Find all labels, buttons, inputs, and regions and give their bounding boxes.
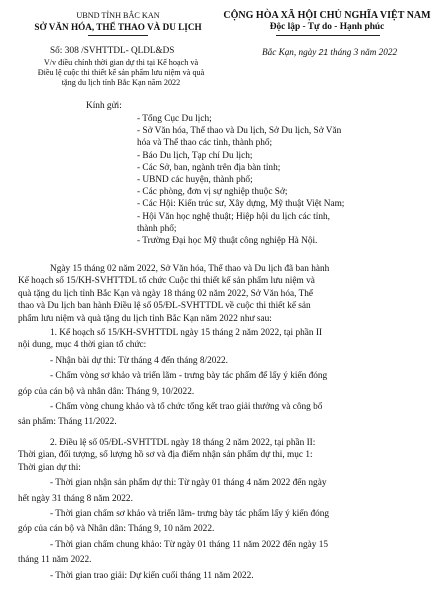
issuer-underline [88,35,148,36]
section-2-heading: 2. Điều lệ số 05/ĐL-SVHTTDL ngày 18 tháng 2 năm 2022, tại phần II: [50,438,316,448]
paragraph-line: Kế hoạch số 15/KH-SVHTTDL tổ chức Cuộc thi thiết kế sản phẩm lưu niệm và [18,276,315,287]
recipient-item: hóa và Thể thao các tỉnh, thành phố; [137,138,273,149]
paragraph-line: phẩm lưu niệm và quà tặng du lịch tỉnh Bắc Kạn năm 2022 như sau: [18,313,272,324]
section-2-point-b: - Thời gian chấm sơ khảo và triển lãm- trưng bày tác phẩm lấy ý kiến đóng [50,509,330,520]
subject-line-2: Điều lệ cuộc thi thiết kế sản phẩm lưu niệm và quà [37,68,205,77]
recipient-item: - Các Hội: Kiến trúc sư, Xây dựng, Mỹ thuật Việt Nam; [137,199,345,210]
recipient-item: - Hội Văn học nghệ thuật; Hiệp hội du lịch các tỉnh, [137,211,330,222]
section-1-point-c: - Chấm vòng chung khảo và tổ chức tổng kết trao giải thưởng và công bố [50,402,323,413]
intro-paragraph [18,263,329,325]
subject-line-3: tặng du lịch tỉnh Bắc Kạn năm 2022 [61,78,181,87]
greeting: Kính gửi: [86,101,122,111]
date-suffix: tháng 3 năm 2022 [330,47,398,57]
section-1 [18,327,327,429]
document-number [50,45,174,56]
recipient-item: - Các phòng, đơn vị sự nghiệp thuộc Sở; [137,187,288,198]
section-1-point-a: - Nhận bài dự thi: Từ tháng 4 đến tháng 8/2022. [50,355,228,366]
section-2-point-b-cont: góp của cán bộ và Nhân dân: Tháng 9, 10 năm 2022. [18,524,215,535]
recipient-item: - Trường Đại học Mỹ thuật công nghiệp Hà Nội. [137,236,318,247]
recipient-item: thành phố; [137,223,177,234]
number-prefix: Số: [50,45,63,55]
issuer-department: SỞ VĂN HÓA, THỂ THAO VÀ DU LỊCH [34,22,202,32]
section-2 [18,437,329,582]
section-1-point-b-cont: góp của cán bộ và nhân dân: Tháng 9, 10/2022. [18,386,195,397]
section-2-point-c: - Thời gian chấm chung khảo: Từ ngày 01 tháng 11 năm 2022 đến ngày 15 [50,539,329,550]
paragraph-line: quà tặng du lịch tỉnh Bắc Kạn và ngày 18 tháng 02 năm 2022, Sở Văn hóa, Thể [18,288,314,299]
section-1-heading: 1. Kế hoạch số 15/KH-SVHTTDL ngày 15 tháng 2 năm 2022, tại phần II [50,328,323,338]
section-1-point-c-cont: sản phẩm: Tháng 11/2022. [18,417,117,428]
section-2-point-d: - Thời gian trao giải: Dự kiến cuối tháng 11 năm 2022. [50,570,254,581]
section-2-point-c-cont: tháng 11 năm 2022. [18,555,92,566]
recipient-item: - Báo Du lịch, Tạp chí Du lịch; [137,150,253,161]
recipient-item: - UBND các huyện, thành phố; [137,175,253,186]
issuer-province: UBND TỈNH BẮC KAN [76,11,160,20]
recipient-list [137,113,344,247]
recipient-item: - Sở Văn hóa, Thể thao và Du lịch, Sở Du lịch, Sở Văn [137,126,342,137]
motto-underline [276,35,380,36]
date-day: 21 [318,47,329,57]
number-value: 308 [64,45,79,56]
section-2-point-a: - Thời gian nhận sản phẩm dự thi: Từ ngày 01 tháng 4 năm 2022 đến ngày [50,478,327,489]
section-1-heading-cont: nội dung, mục 4 thời gian tổ chức: [18,340,147,351]
subject-line-1: V/v điều chỉnh thời gian dự thi tại Kế hoạch và [43,58,199,67]
section-2-point-a-cont: hết ngày 31 tháng 8 năm 2022. [18,493,133,504]
section-1-point-b: - Chấm vòng sơ khảo và triển lãm - trưng bày tác phẩm để lấy ý kiến đóng [50,371,328,382]
issue-date [262,47,397,57]
paragraph-line: thao và Du lịch ban hành Điều lệ số 05/ĐL-SVHTTDL về cuộc thi thiết kế sản [18,301,311,312]
recipient-item: - Tổng Cục Du lịch; [137,114,212,124]
national-title: CỘNG HÒA XÃ HỘI CHỦ NGHĨA VIỆT NAM [223,10,431,21]
section-2-heading-cont: Thời gian dự thi: [18,462,81,473]
recipient-item: - Các Sở, ban, ngành trên địa bàn tỉnh; [137,162,281,173]
national-motto: Độc lập - Tự do - Hạnh phúc [269,22,385,32]
section-2-heading-cont: Thời gian, đối tượng, số lượng hồ sơ và địa điểm nhận sản phẩm dự thi, mục 1: [18,450,313,461]
date-prefix: Bắc Kạn, ngày [262,47,317,57]
paragraph-line: Ngày 15 tháng 02 năm 2022, Sở Văn hóa, Thể thao và Du lịch đã ban hành [50,264,330,274]
number-suffix: /SVHTTDL- QLDL&DS [81,45,175,55]
